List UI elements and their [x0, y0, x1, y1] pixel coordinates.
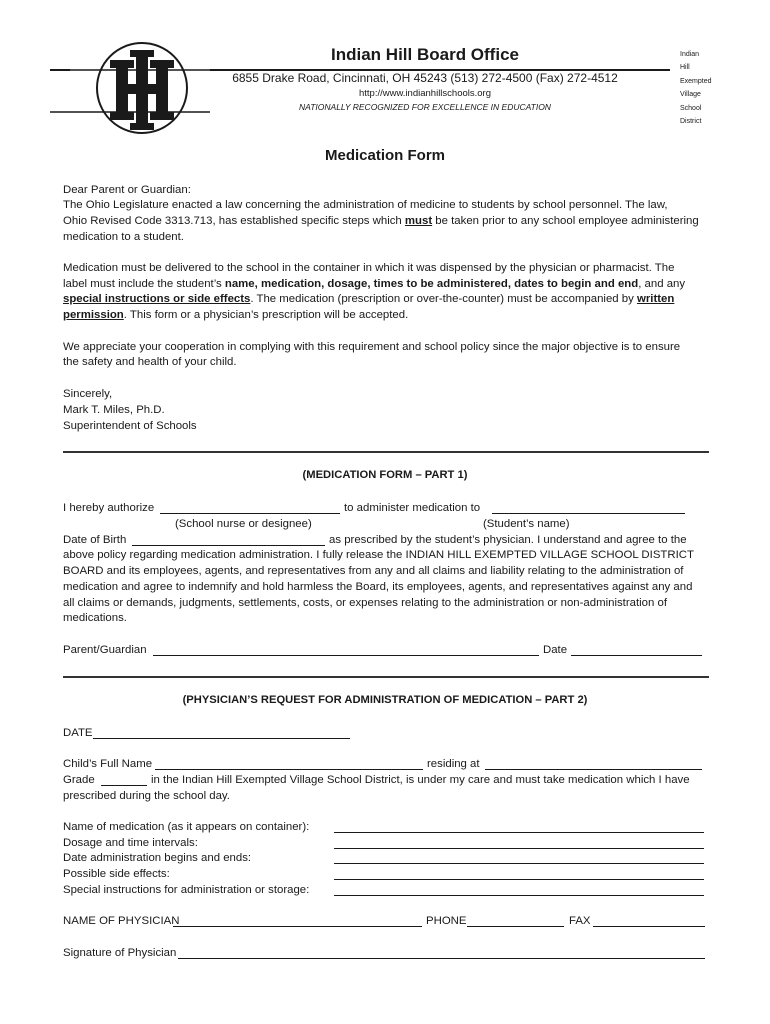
letter-p2-line: special instructions or side effects. The medication (prescription or over-the-counter) must be accompanied by written	[63, 293, 675, 305]
parent-date-field[interactable]	[571, 655, 702, 656]
child-name-field[interactable]	[155, 769, 423, 770]
date-label: Date	[543, 644, 568, 656]
special-instructions-label: Special instructions for administration or storage:	[63, 884, 310, 896]
tagline: NATIONALLY RECOGNIZED FOR EXCELLENCE IN EDUCATION	[299, 102, 551, 112]
grade-text-2: prescribed during the school day.	[63, 790, 230, 802]
admin-dates-field[interactable]	[334, 863, 704, 864]
district-name-block	[680, 48, 712, 128]
district-word: Hill	[680, 64, 690, 72]
release-line: medications.	[63, 612, 127, 624]
student-name-field[interactable]	[492, 513, 685, 514]
physician-signature-field[interactable]	[178, 958, 705, 959]
district-word: Indian	[680, 51, 700, 58]
signer-name: Mark T. Miles, Ph.D.	[63, 404, 165, 416]
signer-title: Superintendent of Schools	[63, 420, 197, 432]
parent-guardian-label: Parent/Guardian	[63, 644, 147, 656]
divider	[63, 451, 709, 453]
nurse-caption: (School nurse or designee)	[175, 518, 312, 530]
release-line: medication and agree to indemnify and hold harmless the Board, its employees, agents, and representatives against any and	[63, 581, 693, 593]
letter-p3-line: the safety and health of your child.	[63, 356, 237, 368]
part2-heading: (PHYSICIAN’S REQUEST FOR ADMINISTRATION OF MEDICATION – PART 2)	[182, 694, 588, 706]
district-word: Village	[680, 91, 701, 99]
physician-name-field[interactable]	[173, 926, 422, 927]
physician-date-field[interactable]	[93, 738, 350, 739]
physician-name-label: NAME OF PHYSICIAN	[63, 915, 180, 927]
release-line: all claims or demands, judgments, settlements, costs, or expenses relating to the administration or non-administration of	[63, 597, 667, 609]
side-effects-field[interactable]	[334, 879, 704, 880]
closing: Sincerely,	[63, 388, 113, 400]
letter-p1-line: medication to a student.	[63, 231, 184, 243]
administer-label: to administer medication to	[344, 502, 481, 514]
district-word: Exempted	[680, 77, 712, 85]
release-line: BOARD and its employees, agents, and representatives from any and all claims and liability relating to the administration of	[63, 565, 684, 577]
authorize-label: I hereby authorize	[63, 502, 155, 514]
medication-name-label: Name of medication (as it appears on container):	[63, 821, 310, 833]
dosage-field[interactable]	[334, 848, 704, 849]
website-link[interactable]: http://www.indianhillschools.org	[358, 88, 491, 99]
prescribed-text: as prescribed by the student’s physician. I understand and agree to the	[329, 534, 687, 546]
district-word: District	[680, 118, 702, 126]
physician-signature-label: Signature of Physician	[63, 947, 177, 959]
office-address: 6855 Drake Road, Cincinnati, OH 45243 (513) 272-4500 (Fax) 272-4512	[232, 71, 618, 85]
letter-p2-line: Medication must be delivered to the school in the container in which it was dispensed by the physician or pharmacist. The	[63, 262, 675, 274]
dosage-label: Dosage and time intervals:	[63, 837, 198, 849]
fax-label: FAX	[569, 915, 591, 927]
physician-date-label: DATE	[63, 727, 93, 739]
special-instructions-field[interactable]	[334, 895, 704, 896]
letter-p2-line: permission. This form or a physician’s prescription will be accepted.	[63, 309, 409, 321]
release-line: above policy regarding medication administration. I fully release the INDIAN HILL EXEMPTED VILLAGE SCHOOL DISTRICT	[63, 549, 694, 561]
district-word: School	[680, 104, 702, 112]
header-rule-left	[50, 69, 70, 71]
letter-p1-line: The Ohio Legislature enacted a law concerning the administration of medicine to students by school personnel. The law,	[63, 199, 668, 211]
form-title: Medication Form	[324, 147, 445, 164]
letter-p2-line: label must include the student’s name, medication, dosage, times to be administered, dates to begin and end, and any	[63, 278, 686, 290]
fax-field[interactable]	[593, 926, 705, 927]
phone-label: PHONE	[426, 915, 467, 927]
admin-dates-label: Date administration begins and ends:	[63, 852, 252, 864]
student-caption: (Student’s name)	[483, 518, 570, 530]
child-name-label: Child’s Full Name	[63, 758, 153, 770]
dob-label: Date of Birth	[63, 534, 127, 546]
divider	[63, 676, 709, 678]
grade-label: Grade	[63, 774, 95, 786]
residing-label: residing at	[427, 758, 480, 770]
residence-field[interactable]	[485, 769, 702, 770]
grade-text: in the Indian Hill Exempted Village School District, is under my care and must take medication which I have	[151, 774, 690, 786]
letter-p1-line: Ohio Revised Code 3313.713, has established specific steps which must be taken prior to any school employee administering	[63, 215, 699, 227]
parent-signature-field[interactable]	[153, 655, 539, 656]
greeting: Dear Parent or Guardian:	[63, 184, 191, 196]
letter-p3-line: We appreciate your cooperation in complying with this requirement and school policy since the major objective is to ensure	[63, 341, 681, 353]
part1-heading: (MEDICATION FORM – PART 1)	[302, 469, 468, 481]
district-logo	[50, 40, 210, 136]
phone-field[interactable]	[467, 926, 564, 927]
side-effects-label: Possible side effects:	[63, 868, 170, 880]
office-title: Indian Hill Board Office	[331, 45, 519, 64]
grade-field[interactable]	[101, 785, 147, 786]
dob-field[interactable]	[132, 545, 325, 546]
nurse-name-field[interactable]	[160, 513, 340, 514]
medication-name-field[interactable]	[334, 832, 704, 833]
